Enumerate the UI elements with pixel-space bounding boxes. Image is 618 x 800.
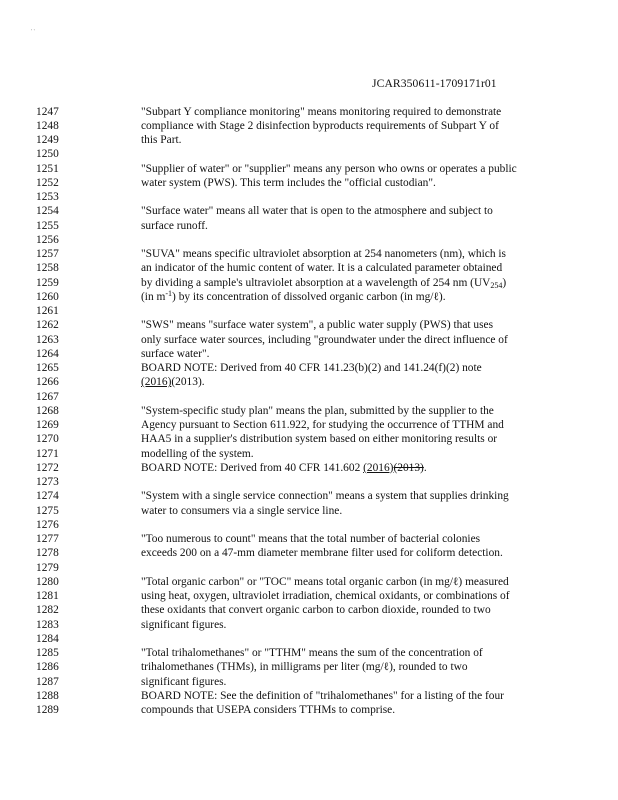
line-text <box>141 133 182 147</box>
document-id: JCAR350611-1709171r01 <box>372 77 497 90</box>
text-run: trihalomethanes (THMs), in milligrams per liter (mg/ℓ), rounded to two <box>141 661 468 674</box>
line-number: 1258 <box>36 262 59 275</box>
text-run: by dividing a sample's ultraviolet absorption at a wavelength of 254 nm (UV <box>141 276 491 289</box>
text-line <box>0 105 618 119</box>
text-run: BOARD NOTE: Derived from 40 CFR 141.602 <box>141 461 364 474</box>
text-line <box>0 375 618 389</box>
line-text <box>141 432 497 446</box>
text-line <box>0 504 618 518</box>
line-number: 1254 <box>36 205 59 218</box>
text-run: compounds that USEPA considers TTHMs to comprise. <box>141 704 396 716</box>
text-run: surface water". <box>141 347 210 360</box>
line-text <box>141 347 210 361</box>
text-run: "Too numerous to count" means that the total number of bacterial colonies <box>141 533 481 545</box>
text-run: "Total organic carbon" or "TOC" means total organic carbon (in mg/ℓ) measured <box>141 575 509 588</box>
line-text <box>141 675 226 689</box>
line-number: 1289 <box>36 704 59 716</box>
text-run: HAA5 in a supplier's distribution system based on either monitoring results or <box>141 433 498 446</box>
line-text <box>141 703 395 717</box>
line-number: 1278 <box>36 547 59 560</box>
text-run: "Subpart Y compliance monitoring" means monitoring required to demonstrate <box>141 105 502 118</box>
text-run: "SUVA" means specific ultraviolet absorption at 254 nanometers (nm), which is <box>141 248 506 260</box>
line-text <box>141 261 502 275</box>
line-number: 1276 <box>36 518 59 531</box>
text-line <box>0 518 618 532</box>
line-text <box>141 689 504 703</box>
line-number: 1284 <box>36 632 59 645</box>
text-line <box>0 190 618 204</box>
text-line <box>0 219 618 233</box>
line-number: 1272 <box>36 461 59 474</box>
line-number: 1257 <box>36 248 59 260</box>
text-line <box>0 247 618 261</box>
deleted-text: (2013) <box>393 461 424 474</box>
text-line <box>0 162 618 176</box>
line-text <box>141 204 493 218</box>
line-number: 1282 <box>36 604 59 617</box>
text-run: using heat, oxygen, ultraviolet irradiation, chemical oxidants, or combinations of <box>141 590 510 602</box>
text-line <box>0 390 618 404</box>
line-number: 1281 <box>36 590 59 602</box>
line-number: 1255 <box>36 219 59 232</box>
line-text <box>141 333 508 347</box>
text-run: only surface water sources, including "groundwater under the direct influence of <box>141 333 508 346</box>
text-run: "System with a single service connection" means a system that supplies drinking <box>141 490 509 503</box>
line-text <box>141 318 493 332</box>
text-line <box>0 589 618 603</box>
text-run: water to consumers via a single service line. <box>141 504 343 517</box>
line-number: 1269 <box>36 419 59 431</box>
line-text <box>141 276 506 290</box>
text-line <box>0 304 618 318</box>
line-number: 1288 <box>36 689 59 702</box>
line-text <box>141 447 254 461</box>
line-number: 1256 <box>36 233 59 246</box>
text-run: BOARD NOTE: See the definition of "trihalomethanes" for a listing of the four <box>141 689 504 702</box>
text-run: these oxidants that convert organic carbon to carbon dioxide, rounded to two <box>141 604 491 617</box>
text-line <box>0 176 618 190</box>
line-text <box>141 646 483 660</box>
subscript-text: 254 <box>490 280 503 290</box>
text-run: significant figures. <box>141 618 227 631</box>
line-text <box>141 589 510 603</box>
line-number: 1267 <box>36 390 59 403</box>
line-number: 1271 <box>36 447 59 460</box>
text-line <box>0 404 618 418</box>
line-text <box>141 105 501 119</box>
line-number: 1280 <box>36 575 59 588</box>
line-text <box>141 119 499 133</box>
line-text <box>141 575 509 589</box>
line-text <box>141 404 494 418</box>
line-number: 1249 <box>36 134 59 146</box>
line-number: 1261 <box>36 305 59 317</box>
text-run: water system (PWS). This term includes the "official custodian". <box>141 176 436 189</box>
text-line <box>0 546 618 560</box>
line-text <box>141 418 504 432</box>
line-number: 1251 <box>36 162 59 175</box>
text-run: "Surface water" means all water that is open to the atmosphere and subject to <box>141 205 493 218</box>
text-line <box>0 475 618 489</box>
line-text <box>141 660 468 674</box>
line-text <box>141 361 482 375</box>
line-number: 1264 <box>36 347 59 360</box>
text-line <box>0 703 618 717</box>
line-number: 1262 <box>36 319 59 332</box>
line-number: 1268 <box>36 404 59 417</box>
line-number: 1265 <box>36 362 59 374</box>
text-run: "System-specific study plan" means the plan, submitted by the supplier to the <box>141 404 494 417</box>
line-text <box>141 603 491 617</box>
line-number: 1250 <box>36 148 59 161</box>
text-run: "Supplier of water" or "supplier" means any person who owns or operates a public <box>141 162 517 175</box>
text-line <box>0 418 618 432</box>
text-line <box>0 489 618 503</box>
line-number: 1266 <box>36 376 59 389</box>
line-number: 1248 <box>36 119 59 132</box>
text-line <box>0 204 618 218</box>
text-run: this Part. <box>141 134 182 146</box>
text-run: (in m <box>141 290 166 303</box>
text-line <box>0 618 618 632</box>
line-text <box>141 290 446 304</box>
line-number: 1270 <box>36 433 59 446</box>
text-line <box>0 632 618 646</box>
line-number: 1283 <box>36 618 59 631</box>
line-number: 1275 <box>36 504 59 517</box>
text-run: compliance with Stage 2 disinfection byproducts requirements of Subpart Y of <box>141 119 499 132</box>
text-line <box>0 276 618 290</box>
line-number: 1273 <box>36 476 59 488</box>
text-line <box>0 233 618 247</box>
line-text <box>141 489 509 503</box>
inserted-text: (2016) <box>141 376 172 389</box>
line-text <box>141 176 436 190</box>
text-run: surface runoff. <box>141 219 208 232</box>
text-run: . <box>423 461 427 474</box>
text-line <box>0 575 618 589</box>
line-number: 1274 <box>36 490 59 503</box>
text-line <box>0 333 618 347</box>
text-run: exceeds 200 on a 47-mm diameter membrane filter used for coliform detection. <box>141 547 503 560</box>
text-line <box>0 603 618 617</box>
text-run: (2013). <box>171 376 205 389</box>
line-text <box>141 504 342 518</box>
text-run: ) by its concentration of dissolved organic carbon (in mg/ℓ). <box>172 290 446 303</box>
line-number: 1259 <box>36 276 59 289</box>
line-text <box>141 247 506 261</box>
text-line <box>0 447 618 461</box>
line-text <box>141 618 226 632</box>
text-line <box>0 461 618 475</box>
line-text <box>141 162 517 176</box>
line-text <box>141 461 427 475</box>
text-line <box>0 147 618 161</box>
text-line <box>0 660 618 674</box>
line-number: 1279 <box>36 561 59 574</box>
text-line <box>0 689 618 703</box>
text-line <box>0 432 618 446</box>
text-line <box>0 290 618 304</box>
line-number: 1263 <box>36 333 59 346</box>
superscript-text: -1 <box>165 288 173 298</box>
text-line <box>0 361 618 375</box>
text-line <box>0 532 618 546</box>
line-number: 1247 <box>36 105 59 118</box>
text-line <box>0 347 618 361</box>
text-run: "Total trihalomethanes" or "TTHM" means the sum of the concentration of <box>141 647 483 659</box>
text-line <box>0 646 618 660</box>
text-run: modelling of the system. <box>141 447 254 460</box>
line-number: 1253 <box>36 191 59 203</box>
scan-specks: ' ' <box>31 29 35 35</box>
line-text <box>141 219 208 233</box>
line-number: 1277 <box>36 533 59 545</box>
inserted-text: (2016) <box>363 461 394 474</box>
text-line <box>0 675 618 689</box>
line-text <box>141 375 205 389</box>
line-number: 1252 <box>36 176 59 189</box>
line-number: 1286 <box>36 661 59 674</box>
line-number: 1285 <box>36 647 59 659</box>
text-line <box>0 261 618 275</box>
text-line <box>0 318 618 332</box>
line-number: 1260 <box>36 290 59 303</box>
line-text <box>141 546 503 560</box>
text-line <box>0 561 618 575</box>
text-run: ) <box>502 276 507 289</box>
text-run: an indicator of the humic content of water. It is a calculated parameter obtained <box>141 262 503 275</box>
text-run: BOARD NOTE: Derived from 40 CFR 141.23(b)(2) and 141.24(f)(2) note <box>141 362 482 374</box>
line-text <box>141 532 480 546</box>
text-run: "SWS" means "surface water system", a public water supply (PWS) that uses <box>141 319 494 332</box>
line-number: 1287 <box>36 675 59 688</box>
text-line <box>0 119 618 133</box>
text-run: significant figures. <box>141 675 227 688</box>
text-line <box>0 133 618 147</box>
text-run: Agency pursuant to Section 611.922, for studying the occurrence of TTHM and <box>141 419 504 431</box>
